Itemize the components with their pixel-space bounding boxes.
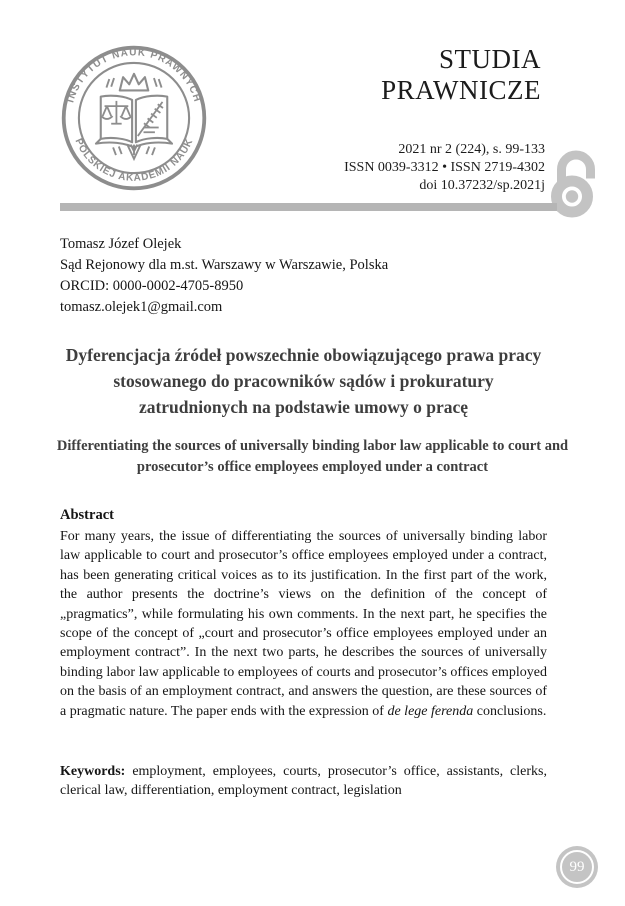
journal-title-line2: PRAWNICZE [381, 74, 541, 105]
author-block [60, 234, 547, 318]
doi-line: doi 10.37232/sp.2021j [419, 178, 545, 194]
page-number: 99 [569, 858, 585, 875]
seal-top-text: INSTYTUT NAUK PRAWNYCH [65, 47, 203, 104]
publisher-logo [58, 42, 210, 194]
author-affiliation: Sąd Rejonowy dla m.st. Warszawy w Warszawie, Polska [60, 257, 389, 273]
keywords-section [60, 762, 547, 801]
abstract-text: For many years, the issue of differentiating the sources of universally binding labor law applicable to court and prosecutor’s office employees employed under a contract, has been generating critical voices as to its justification. In the first part of the work, the author presents the doctrine’s views on the definition of the concept of „pragmatics”, while formulating his own comments. In the next part, he specifies the scope of the concept of „court and prosecutor’s office employees employed under an employment contract”. In the next two parts, he describes the sources of universally binding labor law applicable to employees of courts and prosecutor’s offices employed on the basis of an employment contract, and answers the question, are these sources of a pragmatic nature. The paper ends with the expression of [60, 529, 547, 719]
author-email: tomasz.olejek1@gmail.com [60, 299, 223, 315]
abstract-paragraph [60, 527, 547, 721]
journal-title-line1: STUDIA [439, 44, 541, 74]
abstract-text-end: conclusions. [473, 703, 547, 719]
abstract-latin-phrase: de lege ferenda [387, 703, 474, 719]
author-name: Tomasz Józef Olejek [60, 236, 182, 252]
abstract-section [60, 505, 547, 721]
article-title-polish: Dyferencjacja źródeł powszechnie obowiązującego prawa pracy stosowanego do pracowników sądów i prokuratury zatrudnionych na podstawie umowy o pracę [65, 345, 542, 417]
author-orcid: ORCID: 0000-0002-4705-8950 [60, 278, 244, 294]
article-title-english: Differentiating the sources of universally binding labor law applicable to court and prosecutor’s office employees employed under a contract [56, 438, 569, 475]
keywords-list: employment, employees, courts, prosecutor’s office, assistants, clerks, clerical law, differentiation, employment contract, legislation [60, 764, 547, 799]
seal-bottom-text: POLSKIEJ AKADEMII NAUK [72, 136, 196, 184]
keywords-label: Keywords: [60, 764, 126, 779]
abstract-heading: Abstract [60, 507, 114, 523]
issn-line: ISSN 0039-3312 • ISSN 2719-4302 [344, 160, 545, 176]
journal-title [381, 44, 541, 105]
header-divider [60, 203, 557, 211]
issue-line: 2021 nr 2 (224), s. 99-133 [398, 142, 545, 157]
institute-seal-icon [58, 42, 210, 194]
page-number-badge [556, 846, 598, 888]
publication-info [344, 141, 545, 196]
